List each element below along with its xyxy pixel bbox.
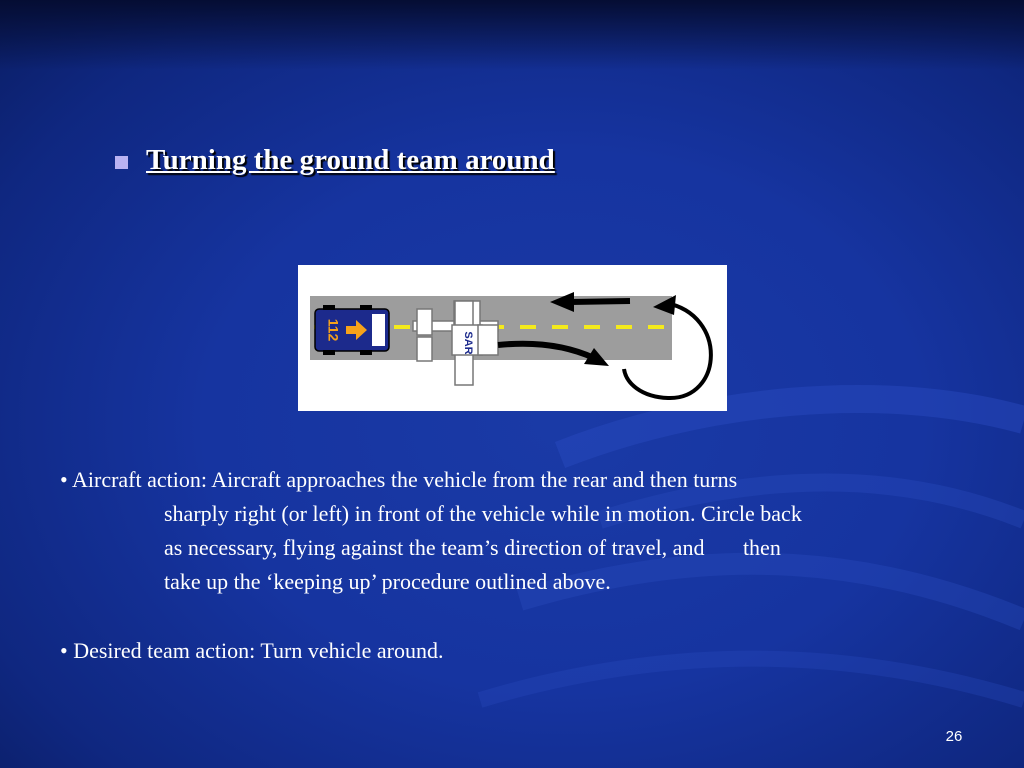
page-number: 26 (945, 728, 963, 745)
paragraph-bullet: • (60, 638, 68, 663)
aircraft-label: SAR (462, 331, 475, 355)
aircraft-action-line-1: Aircraft action: Aircraft approaches the vehicle from the rear and then turns (72, 467, 738, 492)
diagram-svg (298, 265, 727, 411)
aircraft-action-line-3: as necessary, flying against the team’s direction of travel, and then (164, 535, 781, 560)
slide-heading: Turning the ground team around (146, 143, 555, 176)
ground-vehicle (315, 305, 389, 355)
team-action-text: Desired team action: Turn vehicle around. (73, 638, 444, 663)
aircraft-action-line-4: take up the ‘keeping up’ procedure outlined above. (164, 569, 611, 594)
vehicle-number-label: 112 (325, 318, 342, 342)
aircraft-action-line-2: sharply right (or left) in front of the vehicle while in motion. Circle back (164, 501, 802, 526)
heading-row (115, 140, 555, 180)
square-bullet-icon (115, 156, 128, 169)
aircraft-action-paragraph (60, 463, 980, 599)
ground-team-turn-diagram (298, 265, 727, 411)
paragraph-bullet: • (60, 467, 68, 492)
team-action-paragraph (60, 634, 980, 668)
